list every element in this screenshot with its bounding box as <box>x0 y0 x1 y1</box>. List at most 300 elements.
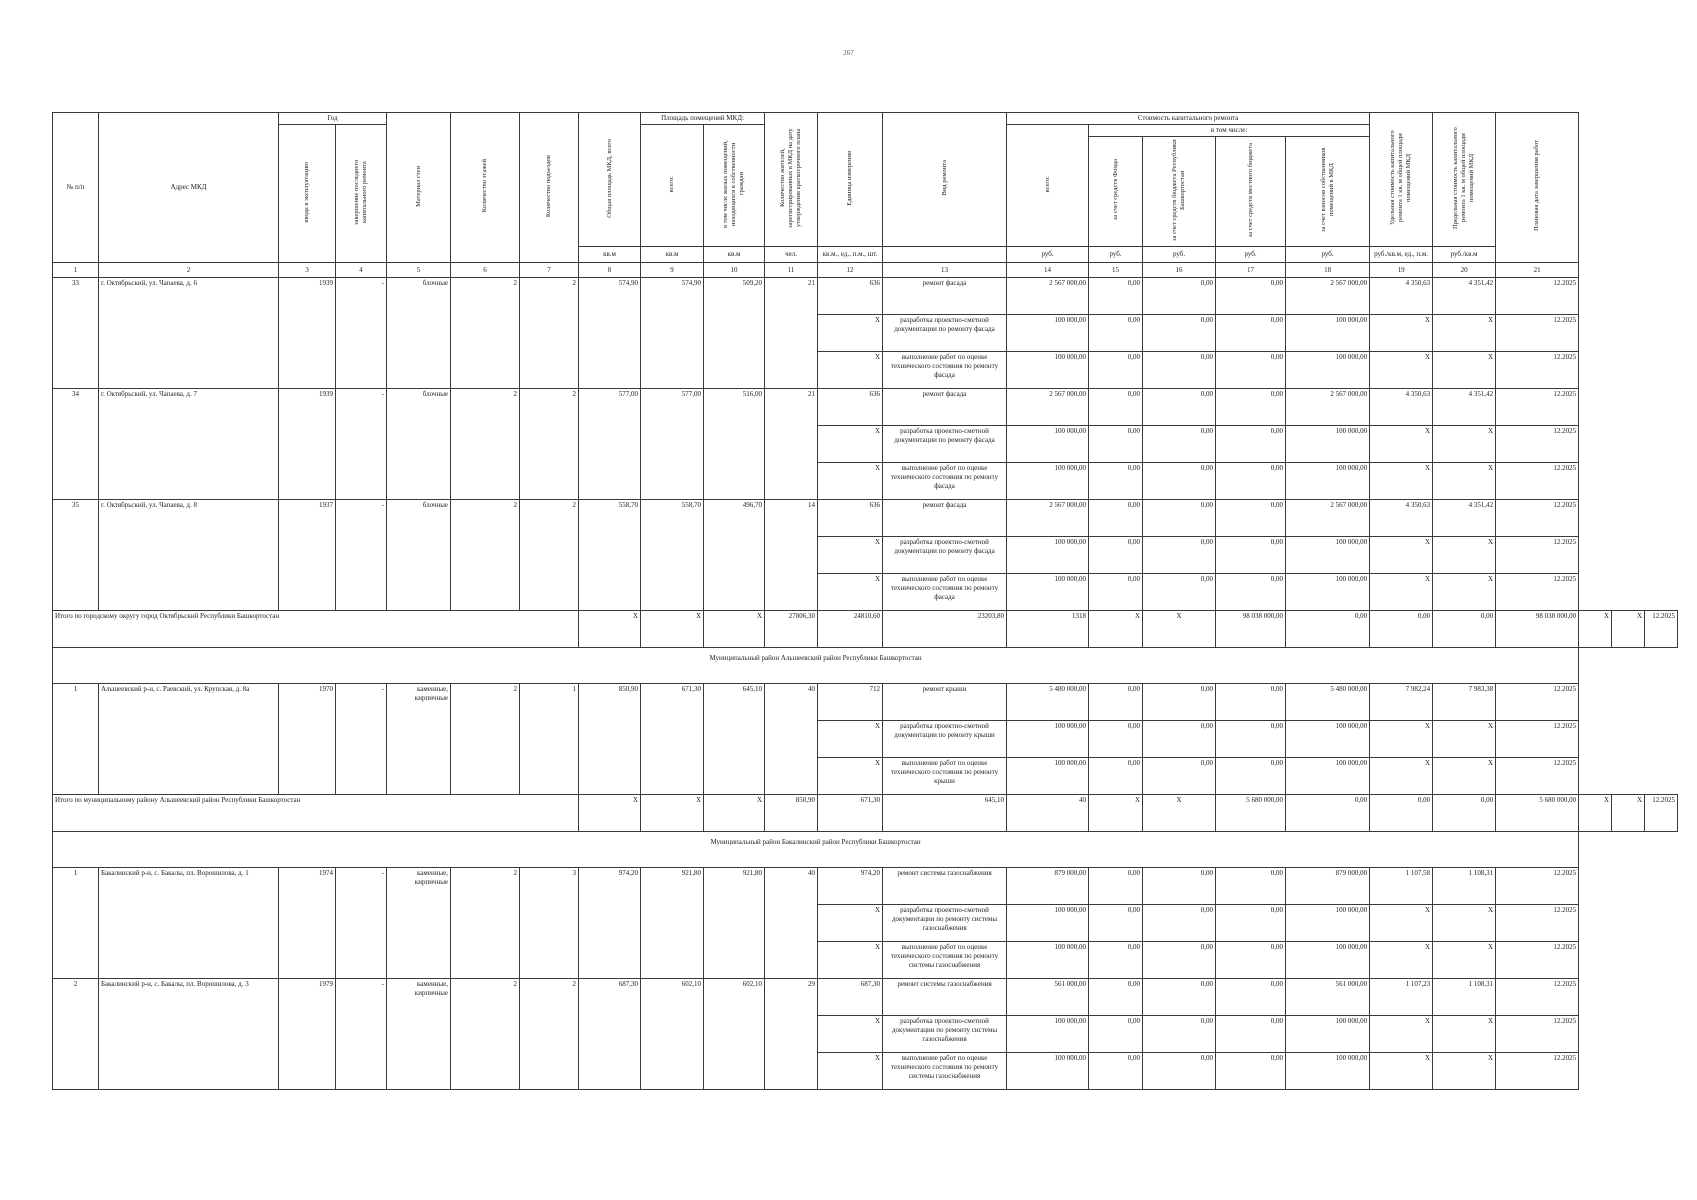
table-cell: 516,00 <box>704 389 765 500</box>
table-cell: 574,90 <box>641 278 704 389</box>
table-cell: 27806,30 <box>765 611 818 648</box>
table-cell: 12.2025 <box>1496 352 1579 389</box>
hdr-unit: Единица измерения <box>846 150 854 206</box>
table-cell: 100 000,00 <box>1286 905 1370 942</box>
table-cell: 100 000,00 <box>1286 426 1370 463</box>
table-cell: X <box>1370 942 1433 979</box>
address-cell: Бакалинский р-н, с. Бакалы, пл. Ворошилова, д. 3 <box>99 979 279 1090</box>
table-cell <box>1286 137 1370 247</box>
table-cell: 100 000,00 <box>1286 942 1370 979</box>
table-cell: блочные <box>387 278 451 389</box>
table-cell: 40 <box>1007 795 1089 832</box>
table-cell: 14 <box>765 500 818 611</box>
table-cell: X <box>1370 574 1433 611</box>
table-cell: X <box>641 611 704 648</box>
table-cell: 0,00 <box>1216 500 1286 537</box>
table-cell: - <box>336 684 387 795</box>
table-cell <box>336 125 387 263</box>
table-cell: 12.2025 <box>1645 795 1678 832</box>
table-cell: ремонт фасада <box>883 389 1007 426</box>
table-cell: 602,10 <box>641 979 704 1090</box>
table-cell: 12.2025 <box>1496 684 1579 721</box>
table-cell: выполнение работ по оценке технического состояния по ремонту системы газоснабжения <box>883 942 1007 979</box>
table-cell: 1 <box>53 684 99 795</box>
total-row <box>53 611 1678 648</box>
table-cell: ремонт крыши <box>883 684 1007 721</box>
col-number: 13 <box>883 263 1007 278</box>
table-row <box>53 979 1678 1016</box>
table-cell: каменные, кирпичные <box>387 684 451 795</box>
table-cell: 974,20 <box>818 868 883 905</box>
table-cell: 4 351,42 <box>1433 389 1496 426</box>
table-cell: 0,00 <box>1089 1016 1143 1053</box>
table-cell: 35 <box>53 500 99 611</box>
table-cell: 2 567 000,00 <box>1286 500 1370 537</box>
table-cell: 2 <box>53 979 99 1090</box>
table-cell: 100 000,00 <box>1007 537 1089 574</box>
table-cell: 4 351,42 <box>1433 278 1496 315</box>
table-cell: 0,00 <box>1216 758 1286 795</box>
table-cell: X <box>818 1053 883 1090</box>
table-cell: 0,00 <box>1143 389 1216 426</box>
unit-cell <box>883 247 1007 263</box>
table-cell: 636 <box>818 389 883 426</box>
table-row <box>53 278 1678 315</box>
table-cell: X <box>579 795 641 832</box>
hdr-premises-total: всего: <box>668 175 676 193</box>
table-cell: 12.2025 <box>1496 426 1579 463</box>
table-cell <box>1433 113 1496 247</box>
table-cell: X <box>579 611 641 648</box>
table-cell: X <box>1433 537 1496 574</box>
hdr-floors: Количество этажей <box>481 159 489 213</box>
hdr-year-commission: ввода в эксплуатацию <box>303 161 310 223</box>
table-cell: 0,00 <box>1089 868 1143 905</box>
table-cell: 100 000,00 <box>1007 315 1089 352</box>
table-row <box>53 500 1678 537</box>
table-cell: 100 000,00 <box>1286 1053 1370 1090</box>
address-cell: г. Октябрьский, ул. Чапаева, д. 7 <box>99 389 279 500</box>
hdr-work-type: Вид ремонта <box>940 160 948 196</box>
table-cell: 12.2025 <box>1496 868 1579 905</box>
table-cell: 12.2025 <box>1645 611 1678 648</box>
hdr-cost-total: всего: <box>1043 175 1051 193</box>
table-cell: X <box>1433 1053 1496 1090</box>
table-cell <box>279 125 336 263</box>
table-cell: 879 000,00 <box>1007 868 1089 905</box>
table-cell: 879 000,00 <box>1286 868 1370 905</box>
table-cell: 1 108,31 <box>1433 979 1496 1016</box>
table-cell: 12.2025 <box>1496 721 1579 758</box>
table-cell: X <box>1370 758 1433 795</box>
table-cell: выполнение работ по оценке технического состояния по ремонту фасада <box>883 463 1007 500</box>
unit-cell: кв.м <box>579 247 641 263</box>
table-cell: X <box>1579 795 1612 832</box>
table-row <box>53 389 1678 426</box>
hdr-premises-group: Площадь помещений МКД: <box>641 113 765 125</box>
table-cell: 850,90 <box>765 795 818 832</box>
table-cell <box>1007 125 1089 247</box>
hdr-year-last-repair: завершение последнего капитального ремонта <box>353 159 368 225</box>
table-cell: 12.2025 <box>1496 537 1579 574</box>
table-cell <box>387 113 451 263</box>
table-cell: X <box>1370 315 1433 352</box>
col-number: 9 <box>641 263 704 278</box>
unit-cell: кв.м <box>641 247 704 263</box>
table-cell: 0,00 <box>1216 389 1286 426</box>
table-cell: 1937 <box>279 500 336 611</box>
table-cell: 0,00 <box>1089 537 1143 574</box>
table-cell: 687,30 <box>579 979 641 1090</box>
col-number: 16 <box>1143 263 1216 278</box>
table-cell: - <box>336 868 387 979</box>
table-cell: 0,00 <box>1143 905 1216 942</box>
table-cell: 0,00 <box>1089 315 1143 352</box>
table-cell: 33 <box>53 278 99 389</box>
table-cell: X <box>1433 905 1496 942</box>
table-cell: блочные <box>387 389 451 500</box>
table-cell: 0,00 <box>1089 278 1143 315</box>
table-cell: 12.2025 <box>1496 389 1579 426</box>
hdr-year-group: Год <box>279 113 387 125</box>
table-cell: 12.2025 <box>1496 574 1579 611</box>
table-cell: 0,00 <box>1089 1053 1143 1090</box>
table-cell: 0,00 <box>1143 979 1216 1016</box>
table-cell: 100 000,00 <box>1007 574 1089 611</box>
section-row <box>53 832 1678 868</box>
table-cell: 0,00 <box>1143 1053 1216 1090</box>
hdr-residents: Количество жителей, зарегистрированных в МКД на дату утверждения краткосрочного плана <box>779 128 803 228</box>
table-cell: 5 480 000,00 <box>1286 684 1370 721</box>
table-cell: 100 000,00 <box>1007 942 1089 979</box>
table-cell: X <box>818 721 883 758</box>
table-cell: 100 000,00 <box>1007 352 1089 389</box>
table-cell: 850,90 <box>579 684 641 795</box>
table-cell: 0,00 <box>1089 463 1143 500</box>
col-number: 6 <box>451 263 520 278</box>
table-cell <box>818 113 883 247</box>
table-cell: 558,70 <box>641 500 704 611</box>
table-cell: X <box>1370 1016 1433 1053</box>
table-cell: X <box>1370 463 1433 500</box>
table-cell: X <box>1612 611 1645 648</box>
table-cell: разработка проектно-сметной документации по ремонту фасада <box>883 426 1007 463</box>
table-cell: 0,00 <box>1143 574 1216 611</box>
table-cell: 23203,80 <box>883 611 1007 648</box>
table-cell: X <box>1370 352 1433 389</box>
table-cell: 558,70 <box>579 500 641 611</box>
table-cell: 577,00 <box>579 389 641 500</box>
table-cell: разработка проектно-сметной документации по ремонту системы газоснабжения <box>883 905 1007 942</box>
table-cell: 2 <box>451 500 520 611</box>
table-cell: 574,90 <box>579 278 641 389</box>
table-cell: 12.2025 <box>1496 758 1579 795</box>
table-cell: X <box>818 758 883 795</box>
table-cell: ремонт системы газоснабжения <box>883 868 1007 905</box>
unit-cell: руб. <box>1286 247 1370 263</box>
table-cell: 12.2025 <box>1496 1016 1579 1053</box>
unit-cell: кв.м <box>704 247 765 263</box>
col-number: 8 <box>579 263 641 278</box>
page-number: 267 <box>843 49 854 57</box>
table-cell: 100 000,00 <box>1007 905 1089 942</box>
table-cell: X <box>1433 426 1496 463</box>
col-number: 11 <box>765 263 818 278</box>
table-cell: X <box>704 611 765 648</box>
table-cell: 4 350,63 <box>1370 389 1433 426</box>
table-cell: 0,00 <box>1089 574 1143 611</box>
table-cell: 40 <box>765 684 818 795</box>
hdr-address: Адрес МКД <box>99 113 279 263</box>
table-cell: 5 680 000,00 <box>1216 795 1286 832</box>
total-row <box>53 795 1678 832</box>
table-cell: 12.2025 <box>1496 315 1579 352</box>
hdr-wall-material: Материал стен <box>414 165 422 207</box>
table-cell: 12.2025 <box>1496 905 1579 942</box>
table-cell: 5 480 000,00 <box>1007 684 1089 721</box>
table-cell: 0,00 <box>1216 426 1286 463</box>
table-cell: 2 <box>451 979 520 1090</box>
hdr-max-cost: Предельная стоимость капитального ремонта 1 кв. м общей площади помещений МКД <box>1452 127 1476 229</box>
table-cell: разработка проектно-сметной документации по ремонту фасада <box>883 537 1007 574</box>
table-cell: X <box>1579 611 1612 648</box>
table-cell: 1970 <box>279 684 336 795</box>
table-cell: 1974 <box>279 868 336 979</box>
table-cell: 98 038 000,00 <box>1496 611 1579 648</box>
table-cell <box>579 113 641 247</box>
table-cell: 29 <box>765 979 818 1090</box>
table-cell: 0,00 <box>1286 611 1370 648</box>
table-cell: 0,00 <box>1143 942 1216 979</box>
table-cell: 2 <box>520 389 579 500</box>
section-title: Муниципальный район Бакалинский район Республики Башкортостан <box>53 832 1579 868</box>
total-label: Итого по муниципальному району Альшеевский район Республики Башкортостан <box>53 795 579 832</box>
table-cell: X <box>641 795 704 832</box>
table-cell: 645,10 <box>704 684 765 795</box>
table-cell: 0,00 <box>1143 463 1216 500</box>
table-cell: 577,00 <box>641 389 704 500</box>
table-cell: 0,00 <box>1143 868 1216 905</box>
unit-cell: руб. <box>1216 247 1286 263</box>
table-cell: 1979 <box>279 979 336 1090</box>
table-cell: выполнение работ по оценке технического состояния по ремонту системы газоснабжения <box>883 1053 1007 1090</box>
table-cell: 0,00 <box>1089 758 1143 795</box>
table-cell: 2 567 000,00 <box>1007 278 1089 315</box>
table-cell: 0,00 <box>1433 795 1496 832</box>
table-cell: 40 <box>765 868 818 979</box>
table-cell: X <box>1433 352 1496 389</box>
table-cell: X <box>1089 611 1143 648</box>
col-number: 18 <box>1286 263 1370 278</box>
table-cell: 0,00 <box>1143 500 1216 537</box>
table-cell: 4 351,42 <box>1433 500 1496 537</box>
hdr-no: № п/п <box>53 113 99 263</box>
table-cell: X <box>1433 942 1496 979</box>
table-cell: X <box>1433 574 1496 611</box>
table-cell: 0,00 <box>1216 1016 1286 1053</box>
table-cell: X <box>1433 1016 1496 1053</box>
table-cell: 0,00 <box>1143 721 1216 758</box>
table-cell: X <box>818 426 883 463</box>
table-cell: X <box>818 905 883 942</box>
hdr-premises-residential: в том числе жилых помещений, находящихся в собственности граждан <box>722 140 746 228</box>
hdr-total-area: Общая площадь МКД, всего <box>605 138 613 218</box>
table-cell: 2 <box>451 684 520 795</box>
table-cell: 2 567 000,00 <box>1007 389 1089 426</box>
table-cell: 12.2025 <box>1496 1053 1579 1090</box>
table-cell: 12.2025 <box>1496 278 1579 315</box>
table-cell: 4 350,63 <box>1370 500 1433 537</box>
table-cell: 0,00 <box>1089 905 1143 942</box>
table-cell: 12.2025 <box>1496 463 1579 500</box>
table-cell: 21 <box>765 389 818 500</box>
table-cell: X <box>1612 795 1645 832</box>
table-cell: X <box>818 352 883 389</box>
table-cell: X <box>818 463 883 500</box>
table-cell: 1 107,23 <box>1370 979 1433 1016</box>
table-cell: - <box>336 389 387 500</box>
col-number: 14 <box>1007 263 1089 278</box>
table-cell: разработка проектно-сметной документации по ремонту системы газоснабжения <box>883 1016 1007 1053</box>
col-number: 5 <box>387 263 451 278</box>
col-number: 17 <box>1216 263 1286 278</box>
table-cell: 645,10 <box>883 795 1007 832</box>
address-cell: г. Октябрьский, ул. Чапаева, д. 8 <box>99 500 279 611</box>
table-cell <box>883 113 1007 247</box>
table-cell: 12.2025 <box>1496 942 1579 979</box>
table-cell: 2 <box>520 500 579 611</box>
table-cell <box>1370 113 1433 247</box>
table-cell: 0,00 <box>1216 315 1286 352</box>
table-cell: X <box>1370 721 1433 758</box>
table-cell: 1 108,31 <box>1433 868 1496 905</box>
hdr-specific-cost: Удельная стоимость капитального ремонта 1 кв. м общей площади помещений МКД <box>1389 130 1413 226</box>
table-cell: 0,00 <box>1216 868 1286 905</box>
table-cell: 0,00 <box>1216 905 1286 942</box>
section-row <box>53 648 1678 684</box>
table-cell: X <box>1370 537 1433 574</box>
hdr-cost-group: Стоимость капитального ремонта <box>1007 113 1370 125</box>
col-number: 4 <box>336 263 387 278</box>
table-cell: X <box>1433 721 1496 758</box>
table-cell: X <box>1433 315 1496 352</box>
table-cell: 687,30 <box>818 979 883 1016</box>
table-cell: 0,00 <box>1216 278 1286 315</box>
col-number: 2 <box>99 263 279 278</box>
table-cell: 1 107,58 <box>1370 868 1433 905</box>
table-cell: разработка проектно-сметной документации по ремонту фасада <box>883 315 1007 352</box>
col-number: 20 <box>1433 263 1496 278</box>
table-cell <box>1216 137 1286 247</box>
table-cell: 0,00 <box>1143 315 1216 352</box>
table-cell: X <box>1370 426 1433 463</box>
table-cell: 7 982,24 <box>1370 684 1433 721</box>
table-cell: 921,80 <box>704 868 765 979</box>
table-cell: 100 000,00 <box>1007 463 1089 500</box>
table-cell: 4 350,63 <box>1370 278 1433 315</box>
unit-cell: чел. <box>765 247 818 263</box>
table-cell: 602,10 <box>704 979 765 1090</box>
table-cell: - <box>336 278 387 389</box>
table-cell: 1 <box>53 868 99 979</box>
table-cell: 5 680 000,00 <box>1496 795 1579 832</box>
table-cell: 100 000,00 <box>1007 1016 1089 1053</box>
table-cell: 0,00 <box>1143 1016 1216 1053</box>
unit-cell: руб./кв.м, ед., п.м. <box>1370 247 1433 263</box>
table-cell: 921,80 <box>641 868 704 979</box>
table-cell: 0,00 <box>1216 942 1286 979</box>
col-number: 1 <box>53 263 99 278</box>
col-number: 21 <box>1496 263 1579 278</box>
table-cell: X <box>818 574 883 611</box>
address-cell: Альшеевский р-н, с. Раевский, ул. Крупская, д. 8а <box>99 684 279 795</box>
table-cell: 2 <box>451 389 520 500</box>
hdr-cost-owners: за счет взносов собственников помещений в МКД <box>1319 147 1335 233</box>
table-cell: 12.2025 <box>1496 500 1579 537</box>
table-cell: 0,00 <box>1433 611 1496 648</box>
table-cell: 2 <box>451 278 520 389</box>
table-cell: X <box>1143 611 1216 648</box>
table-cell: 100 000,00 <box>1286 352 1370 389</box>
unit-cell: руб. <box>1143 247 1216 263</box>
col-number: 10 <box>704 263 765 278</box>
table-cell <box>641 125 704 247</box>
table-cell: 636 <box>818 500 883 537</box>
table-cell: X <box>1089 795 1143 832</box>
table-cell: 2 567 000,00 <box>1007 500 1089 537</box>
table-cell: 100 000,00 <box>1286 758 1370 795</box>
table-cell: 671,30 <box>641 684 704 795</box>
col-number: 19 <box>1370 263 1433 278</box>
unit-cell: руб. <box>1007 247 1089 263</box>
table-cell: 98 038 000,00 <box>1216 611 1286 648</box>
table-cell: 0,00 <box>1089 389 1143 426</box>
table-cell: 100 000,00 <box>1007 426 1089 463</box>
table-cell: 0,00 <box>1089 684 1143 721</box>
table-cell: X <box>818 315 883 352</box>
table-cell: 0,00 <box>1089 352 1143 389</box>
table-cell: 100 000,00 <box>1007 1053 1089 1090</box>
table-cell <box>765 113 818 247</box>
table-cell: 712 <box>818 684 883 721</box>
col-number: 15 <box>1089 263 1143 278</box>
table-cell: 1939 <box>279 389 336 500</box>
table-cell <box>520 113 579 263</box>
table-cell: 100 000,00 <box>1286 721 1370 758</box>
table-cell: 21 <box>765 278 818 389</box>
table-cell: выполнение работ по оценке технического состояния по ремонту крыши <box>883 758 1007 795</box>
table-cell: 100 000,00 <box>1286 1016 1370 1053</box>
table-cell <box>1496 113 1579 263</box>
table-cell <box>1089 137 1143 247</box>
table-cell: 0,00 <box>1216 1053 1286 1090</box>
table-cell: 0,00 <box>1216 721 1286 758</box>
table-cell: блочные <box>387 500 451 611</box>
total-label: Итого по городскому округу город Октябрьский Республики Башкортостан <box>53 611 579 648</box>
table-cell: 100 000,00 <box>1286 315 1370 352</box>
unit-cell: руб./кв.м <box>1433 247 1496 263</box>
table-cell: 2 567 000,00 <box>1286 389 1370 426</box>
table-cell: 496,70 <box>704 500 765 611</box>
table-cell: 0,00 <box>1143 352 1216 389</box>
table-cell: 0,00 <box>1143 537 1216 574</box>
table-cell: 0,00 <box>1143 426 1216 463</box>
section-title: Муниципальный район Альшеевский район Республики Башкортостан <box>53 648 1579 684</box>
table-cell: 0,00 <box>1370 795 1433 832</box>
table-cell: выполнение работ по оценке технического состояния по ремонту фасада <box>883 352 1007 389</box>
table-cell: 24810,60 <box>818 611 883 648</box>
table-cell: 100 000,00 <box>1007 721 1089 758</box>
